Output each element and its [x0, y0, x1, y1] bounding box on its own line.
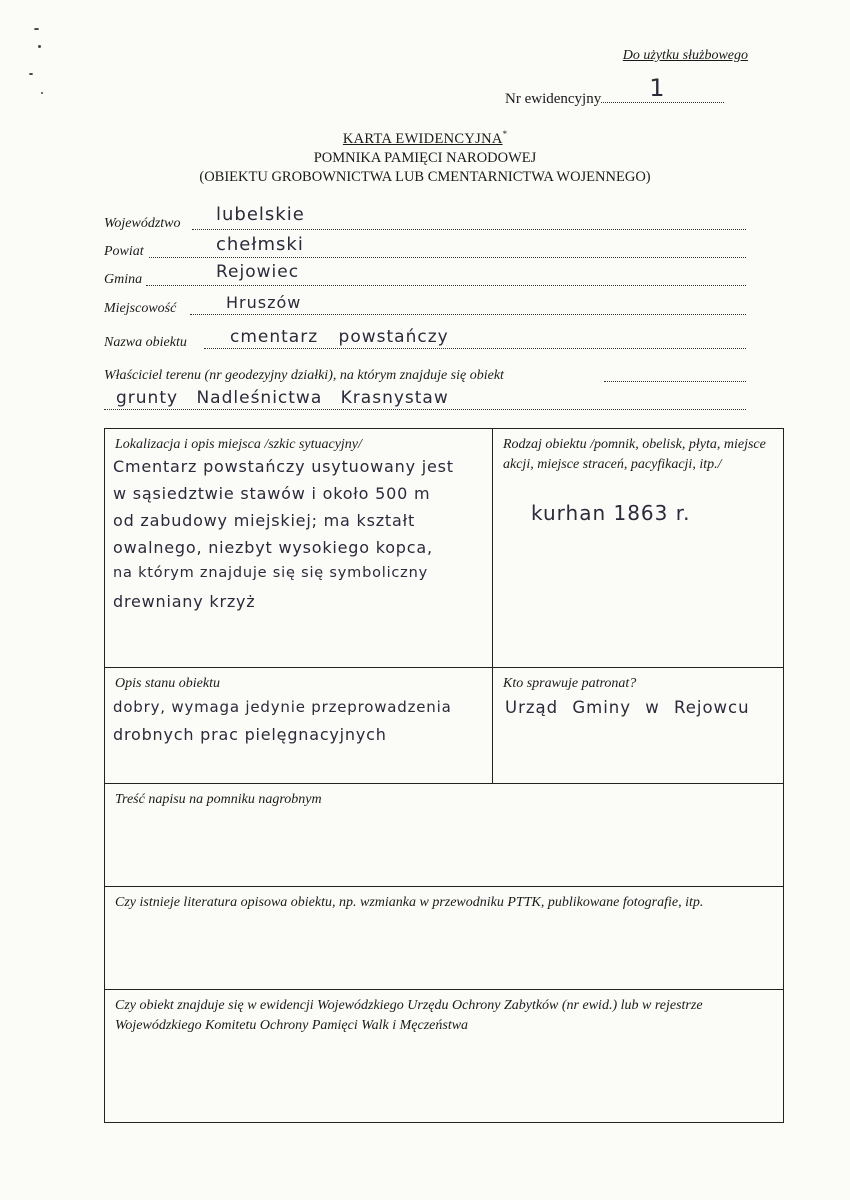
- land-owner-label: Właściciel terenu (nr geodezyjny działki), na którym znajduje się obiekt: [104, 368, 504, 383]
- field-object-name: [104, 327, 746, 353]
- dotted-line: [149, 257, 746, 258]
- registry-label: Czy obiekt znajduje się w ewidencji Wojewódzkiego Urzędu Ochrony Zabytków (nr ewid.) lub w rejestrze Wojewódzkiego Komitetu Ochrony Pamięci Walk i Męczeństwa: [115, 998, 703, 1033]
- location-description-label: Lokalizacja i opis miejsca /szkic sytuacyjny/: [115, 437, 362, 452]
- handwritten-line: owalnego, niezbyt wysokiego kopca,: [113, 538, 433, 557]
- literature-label: Czy istnieje literatura opisowa obiektu, np. wzmianka w przewodniku PTTK, publikowane fotografie, itp.: [115, 895, 704, 910]
- locality-value: Hruszów: [226, 293, 302, 312]
- land-owner-value: grunty Nadleśnictwa Krasnystaw: [116, 388, 449, 408]
- location-description-cell: [104, 428, 493, 668]
- commune-value: Rejowiec: [216, 262, 300, 282]
- handwritten-line: od zabudowy miejskiej; ma kształt: [113, 511, 416, 530]
- object-name-label: Nazwa obiektu: [104, 335, 187, 350]
- patron-cell: [492, 667, 784, 784]
- record-number: [505, 74, 724, 108]
- district-label: Powiat: [104, 244, 144, 259]
- patron-value: Urząd Gminy w Rejowcu: [505, 698, 750, 717]
- title-line-2: POMNIKA PAMIĘCI NARODOWEJ: [313, 149, 537, 166]
- dotted-line: [104, 409, 746, 410]
- record-number-label: Nr ewidencyjny: [505, 91, 602, 107]
- handwritten-line: na którym znajduje się się symboliczny: [113, 565, 428, 581]
- inscription-cell: [104, 783, 784, 887]
- dotted-line: [204, 348, 746, 349]
- patron-label: Kto sprawuje patronat?: [503, 676, 637, 691]
- scan-speck: [29, 73, 33, 75]
- field-voivodeship: [104, 204, 746, 234]
- official-use-note: Do użytku służbowego: [622, 48, 748, 63]
- handwritten-line: drewniany krzyż: [113, 592, 256, 611]
- commune-label: Gmina: [104, 272, 143, 287]
- object-type-value: kurhan 1863 r.: [531, 501, 691, 525]
- registry-cell: [104, 989, 784, 1123]
- title-line-3: (OBIEKTU GROBOWNICTWA LUB CMENTARNICTWA WOJENNEGO): [199, 168, 651, 185]
- dotted-line: [192, 229, 746, 230]
- handwritten-line: Cmentarz powstańczy usytuowany jest: [113, 457, 454, 476]
- field-commune: [104, 262, 746, 290]
- title-line-1: KARTA EWIDENCYJNA: [342, 130, 503, 147]
- object-name-value: cmentarz powstańczy: [230, 327, 449, 347]
- field-land-owner-value: [104, 388, 746, 414]
- field-locality: [104, 293, 746, 319]
- locality-label: Miejscowość: [104, 301, 177, 316]
- scan-speck: [34, 28, 39, 30]
- handwritten-line: dobry, wymaga jedynie przeprowadzenia: [113, 698, 452, 716]
- dotted-line: [604, 381, 746, 382]
- condition-cell: [104, 667, 493, 784]
- scan-speck: [41, 92, 43, 94]
- dotted-line: [190, 314, 746, 315]
- location-description-text: [113, 457, 454, 619]
- record-number-line: [601, 74, 724, 103]
- literature-cell: [104, 886, 784, 990]
- record-number-value: 1: [649, 74, 665, 102]
- handwritten-line: drobnych prac pielęgnacyjnych: [113, 725, 387, 744]
- scan-speck: [38, 45, 41, 48]
- footnote-mark: *: [502, 129, 508, 139]
- dotted-line: [146, 285, 746, 286]
- voivodeship-value: lubelskie: [216, 204, 305, 225]
- field-district: [104, 234, 746, 262]
- handwritten-line: w sąsiedztwie stawów i około 500 m: [113, 484, 431, 503]
- document-title: [0, 125, 850, 187]
- object-type-label: Rodzaj obiektu /pomnik, obelisk, płyta, miejsce akcji, miejsce straceń, pacyfikacji, itp./: [503, 437, 766, 472]
- voivodeship-label: Województwo: [104, 216, 181, 231]
- district-value: chełmski: [216, 234, 304, 255]
- condition-label: Opis stanu obiektu: [115, 676, 220, 691]
- condition-text: [113, 698, 452, 752]
- object-type-cell: [492, 428, 784, 668]
- field-land-owner: [104, 364, 746, 386]
- inscription-label: Treść napisu na pomniku nagrobnym: [115, 792, 322, 807]
